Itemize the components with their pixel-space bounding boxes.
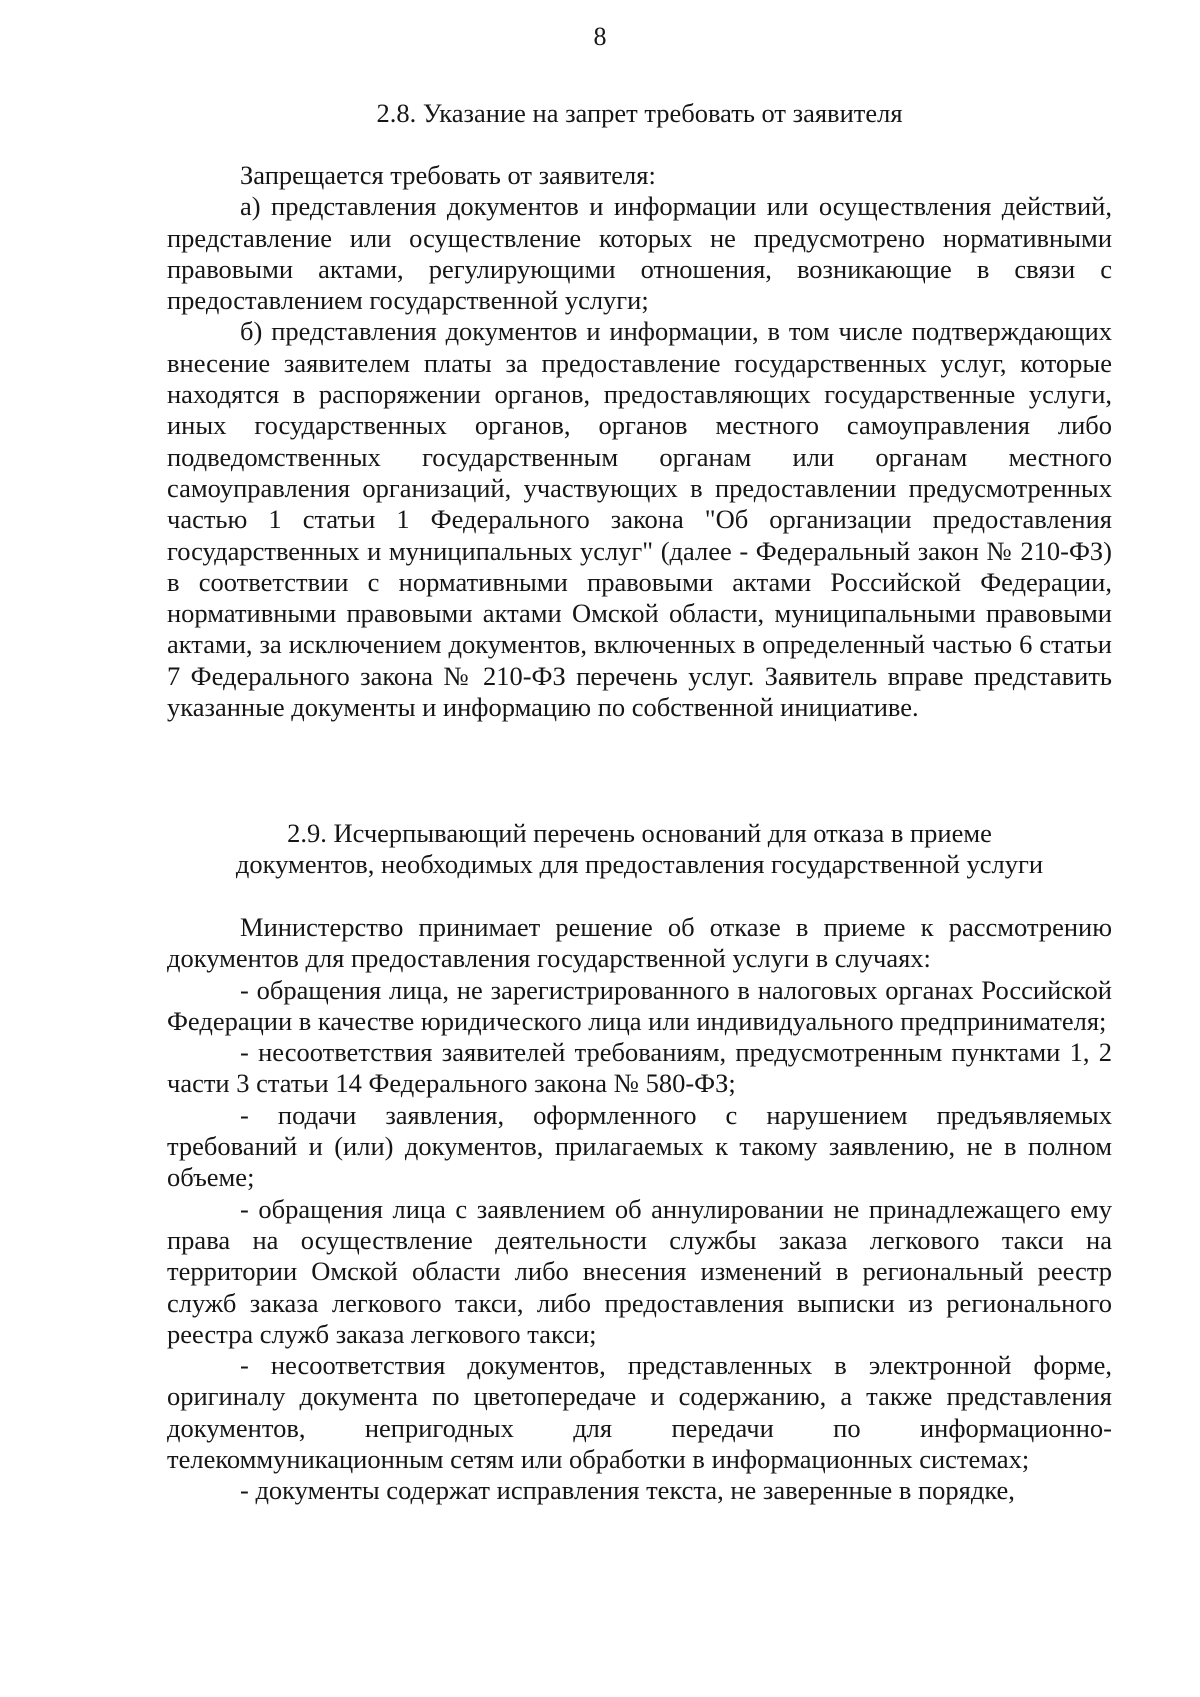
list-item: - несоответствия документов, представленных в электронной форме, оригиналу документа по цветопередаче и содержанию, а также представления документов, непригодных для передачи по информационно-телекоммуникационным сетям или обработки в информационных системах;	[167, 1350, 1112, 1475]
list-item: - обращения лица, не зарегистрированного в налоговых органах Российской Федерации в качестве юридического лица или индивидуального предпринимателя;	[167, 974, 1112, 1036]
list-item: - несоответствия заявителей требованиям, предусмотренным пунктами 1, 2 части 3 статьи 14 Федерального закона № 580-ФЗ;	[167, 1037, 1112, 1099]
list-item: - подачи заявления, оформленного с нарушением предъявляемых требований и (или) документов, прилагаемых к такому заявлению, не в полном объеме;	[167, 1099, 1112, 1193]
page-number: 8	[593, 22, 607, 51]
section-2-9-body	[167, 912, 1112, 1507]
section-2-9-heading-line1: 2.9. Исчерпывающий перечень оснований для отказа в приеме	[287, 818, 992, 848]
section-2-9-intro: Министерство принимает решение об отказе в приеме к рассмотрению документов для предоставления государственной услуги в случаях:	[167, 912, 1112, 974]
section-2-8-intro: Запрещается требовать от заявителя:	[240, 160, 656, 190]
list-item: - обращения лица с заявлением об аннулировании не принадлежащего ему права на осуществление деятельности службы заказа легкового такси на территории Омской области либо внесения изменений в региональный реестр служб заказа легкового такси, либо предоставления выписки из регионального реестра служб заказа легкового такси;	[167, 1193, 1112, 1349]
section-2-8	[167, 98, 1112, 129]
section-2-8-item-a: а) представления документов и информации или осуществления действий, представление или осуществление которых не предусмотрено нормативными правовыми актами, регулирующими отношения, возникающие в связи с предоставлением государственной услуги;	[167, 191, 1112, 316]
section-2-8-heading: 2.8. Указание на запрет требовать от заявителя	[376, 98, 903, 128]
section-2-8-item-b: б) представления документов и информации, в том числе подтверждающих внесение заявителем платы за предоставление государственных услуг, которые находятся в распоряжении органов, предоставляющих государственные услуги, иных государственных органов, органов местного самоуправления либо подведомственных государственным органам или органам местного самоуправления организаций, участвующих в предоставлении предусмотренных частью 1 статьи 1 Федерального закона "Об организации предоставления государственных и муниципальных услуг" (далее - Федеральный закон № 210-ФЗ) в соответствии с нормативными правовыми актами Российской Федерации, нормативными правовыми актами Омской области, муниципальными правовыми актами, за исключением документов, включенных в определенный частью 6 статьи 7 Федерального закона № 210-ФЗ перечень услуг. Заявитель вправе представить указанные документы и информацию по собственной инициативе.	[167, 316, 1112, 723]
section-2-9-heading-line2: документов, необходимых для предоставления государственной услуги	[235, 849, 1044, 880]
list-item: - документы содержат исправления текста, не заверенные в порядке,	[240, 1475, 1015, 1506]
section-2-9	[167, 818, 1112, 881]
section-2-8-body	[167, 160, 1112, 723]
